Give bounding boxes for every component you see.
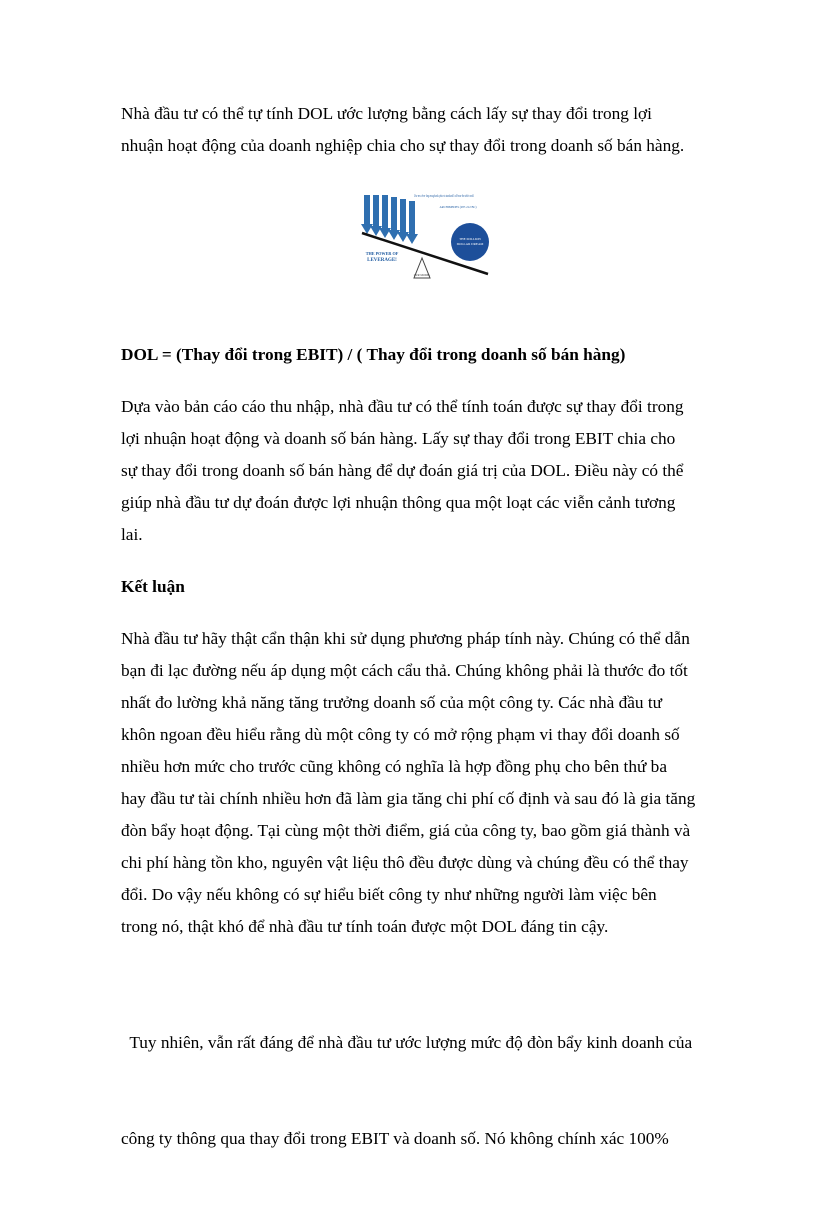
income-line: lai. [121, 525, 143, 544]
final-line: công ty thông qua thay đổi trong EBIT và doanh số. Nó không chính xác 100% [121, 1129, 669, 1148]
intro-line: nhuận hoạt động của doanh nghiệp chia cho sự thay đổi trong doanh số bán hàng. [121, 136, 685, 155]
ball-label-2: DOLLAR DREAM [456, 242, 484, 246]
conclusion-line: bạn đi lạc đường nếu áp dụng một cách cẩu thả. Chúng không phải là thước đo tốt [121, 661, 688, 680]
income-line: lợi nhuận hoạt động và doanh số bán hàng. Lấy sự thay đổi trong EBIT chia cho [121, 429, 676, 448]
conclusion-line: nhất đo lường khả năng tăng trưởng doanh số của một công ty. Các nhà đầu tư [121, 693, 663, 712]
figure-attribution: ARCHIMEDES (287-212 BC) [439, 205, 477, 209]
conclusion-line: nhiều hơn mức cho trước cũng không có nghĩa là hợp đồng phụ cho bên thứ ba [121, 757, 667, 776]
income-line: sự thay đổi trong doanh số bán hàng để dự đoán giá trị của DOL. Điều này có thể [121, 461, 684, 480]
left-caption-1: THE POWER OF [365, 251, 399, 256]
income-statement-paragraph [121, 391, 711, 551]
income-line: giúp nhà đầu tư dự đoán được lợi nhuận thông qua một loạt các viễn cảnh tương [121, 493, 676, 512]
conclusion-line: khôn ngoan đều hiểu rằng dù một công ty có mở rộng phạm vi thay đổi doanh số [121, 725, 680, 744]
formula-line [121, 339, 711, 371]
conclusion-line: đổi. Do vậy nếu không có sự hiểu biết công ty như những người làm việc bên [121, 885, 657, 904]
conclusion-heading [121, 571, 711, 603]
conclusion-line: Nhà đầu tư hãy thật cẩn thận khi sử dụng phương pháp tính này. Chúng có thể dẫn [121, 629, 690, 648]
figure-quote: Give me a lever long enough and a place to stand and I will move the whole world. [414, 193, 474, 198]
leverage-illustration [360, 188, 490, 282]
intro-paragraph [121, 98, 711, 162]
ball-label-1: THE MILLION [459, 237, 481, 241]
fulcrum-label: OUR MODEL [413, 274, 431, 277]
conclusion-line: đòn bẩy hoạt động. Tại cùng một thời điểm, giá của công ty, bao gồm giá thành và [121, 821, 691, 840]
left-caption-2: LEVERAGE! [367, 258, 397, 263]
final-paragraph [121, 963, 711, 1219]
conclusion-line: hay đầu tư tài chính nhiều hơn đã làm gia tăng chi phí cố định và sau đó là gia tăng [121, 789, 696, 808]
income-line: Dựa vào bản cáo cáo thu nhập, nhà đầu tư có thể tính toán được sự thay đổi trong [121, 397, 684, 416]
final-line: Tuy nhiên, vẫn rất đáng để nhà đầu tư ước lượng mức độ đòn bẩy kinh doanh của [121, 1033, 693, 1052]
conclusion-line: chi phí hàng tồn kho, nguyên vật liệu thô đều được dùng và chúng đều có thể thay [121, 853, 689, 872]
conclusion-paragraph [121, 623, 711, 943]
intro-line: Nhà đầu tư có thể tự tính DOL ước lượng bằng cách lấy sự thay đổi trong lợi [121, 104, 652, 123]
conclusion-heading-text: Kết luận [121, 577, 185, 596]
formula-text: DOL = (Thay đổi trong EBIT) / ( Thay đổi trong doanh số bán hàng) [121, 345, 626, 364]
conclusion-line: trong nó, thật khó để nhà đầu tư tính toán được một DOL đáng tin cậy. [121, 917, 609, 936]
